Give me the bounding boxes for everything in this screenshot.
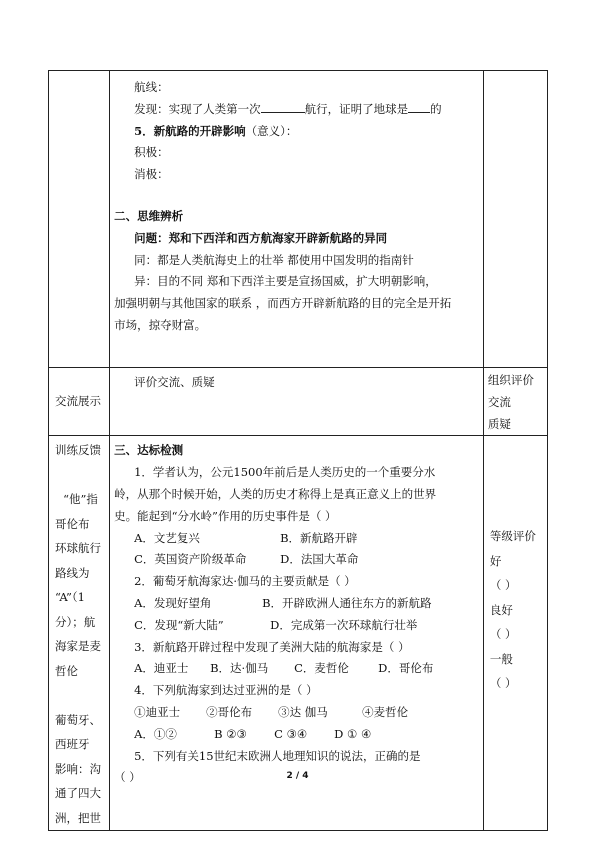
choice-row	[110, 702, 483, 724]
difference-text: 异：目的不同 郑和下西洋主要是宣扬国威，扩大明朝影响，	[134, 274, 437, 289]
question-1: 1．学者认为，公元1500年前后是人类历史的一个重要分水	[134, 465, 436, 480]
positive-label: 积极：	[134, 145, 169, 160]
question-2: 2．葡萄牙航海家达·伽马的主要贡献是（ ）	[134, 574, 356, 589]
table-row	[49, 71, 548, 368]
negative-label: 消极：	[134, 167, 169, 182]
page-number: 2 / 4	[286, 771, 309, 781]
option-a: A．文艺复兴	[134, 530, 200, 545]
table-row	[49, 368, 548, 436]
question-3: 3．新航路开辟过程中发现了美洲大陆的航海家是（ ）	[134, 639, 410, 654]
question-1-cont: 岭，从那个时候开始，人类的历史才称得上是真正意义上的世界	[114, 486, 437, 501]
exchange-display-label: 交流展示	[55, 393, 101, 408]
question-4: 4．下列航海家到达过亚洲的是（ ）	[134, 683, 318, 698]
spacer	[110, 186, 483, 206]
row1-right-cell	[483, 71, 547, 368]
option-row	[110, 724, 483, 746]
option-b: B．新航路开辟	[280, 530, 358, 545]
question-text: 问题：郑和下西洋和西方航海家开辟新航路的异同	[134, 230, 388, 245]
choice-2: ②哥伦布	[206, 704, 253, 719]
option-d: D．法国大革命	[280, 552, 359, 567]
option-d: D．完成第一次环球航行壮举	[270, 617, 418, 632]
option-b: B．开辟欧洲人通往东方的新航路	[262, 595, 432, 610]
option-b: B ②③	[214, 726, 247, 741]
option-row	[110, 593, 483, 615]
choice-3: ③达 伽马	[278, 704, 328, 719]
option-a: A．迪亚士	[134, 661, 189, 676]
option-row	[110, 658, 483, 680]
question-label: 质疑	[487, 416, 511, 431]
option-c: C．麦哲伦	[294, 661, 349, 676]
answer-blank	[261, 99, 305, 113]
choice-4: ④麦哲伦	[362, 704, 409, 719]
row1-left-cell	[49, 71, 110, 368]
grade-fair: 良好	[489, 602, 513, 617]
option-d: D ① ④	[334, 726, 372, 741]
option-a: A．①②	[134, 726, 177, 741]
difference-text-cont: 市场，掠夺财富。	[114, 317, 207, 332]
option-d: D．哥伦布	[378, 661, 434, 676]
row2-right-cell	[483, 368, 547, 436]
grade-blank: （ ）	[489, 627, 517, 642]
grade-average: 一般	[489, 651, 513, 666]
option-row	[110, 615, 483, 637]
org-evaluation-label: 组织评价	[487, 373, 534, 387]
grade-blank: （ ）	[489, 676, 517, 691]
row2-left-cell	[49, 368, 110, 436]
option-b: B．达·伽马	[210, 661, 269, 676]
section-title: 二、思维辨析	[114, 208, 184, 223]
option-row	[110, 549, 483, 571]
exchange-label: 交流	[487, 394, 511, 409]
row1-content-cell	[110, 71, 484, 368]
feedback-notes: 训练反馈 “他”指 哥伦布 环球航行 路线为 “A”（1 分）；航 海家是麦 哲伦 葡萄牙、 西班牙 影响：沟 通了四大 洲，把世	[55, 443, 101, 825]
grade-blank: （ ）	[489, 578, 517, 593]
section-title: 三、达标检测	[114, 443, 184, 458]
question-5: 5．下列有关15世纪末欧洲人地理知识的说法，正确的是	[134, 748, 421, 763]
similarity-text: 同：都是人类航海史上的壮举 都使用中国发明的指南针	[134, 252, 414, 267]
discovery-line: 发现：实现了人类第一次 航行，证明了地球是 的	[110, 99, 483, 121]
evaluation-text: 评价交流、质疑	[134, 375, 215, 389]
option-a: A．发现好望角	[134, 595, 212, 610]
option-c: C．发现“新大陆”	[134, 617, 224, 632]
option-row	[110, 528, 483, 550]
answer-blank	[408, 99, 430, 113]
impact-heading: 5．新航路的开辟影响（意义）：	[134, 123, 298, 138]
row2-content-cell	[110, 368, 484, 436]
route-label: 航线：	[134, 80, 169, 94]
grade-label: 等级评价	[489, 529, 536, 544]
lesson-plan-table	[48, 70, 548, 831]
difference-text-cont: 加强明朝与其他国家的联系 ，而西方开辟新航路的目的完全是开拓	[114, 296, 452, 311]
option-c: C．英国资产阶级革命	[134, 552, 247, 567]
choice-1: ①迪亚士	[134, 704, 181, 719]
question-1-cont: 史。能起到“分水岭”作用的历史事件是（ ）	[114, 508, 337, 523]
grade-good: 好	[489, 553, 502, 568]
question-5-cont: （ ）	[114, 770, 141, 785]
option-c: C ③④	[274, 726, 308, 741]
